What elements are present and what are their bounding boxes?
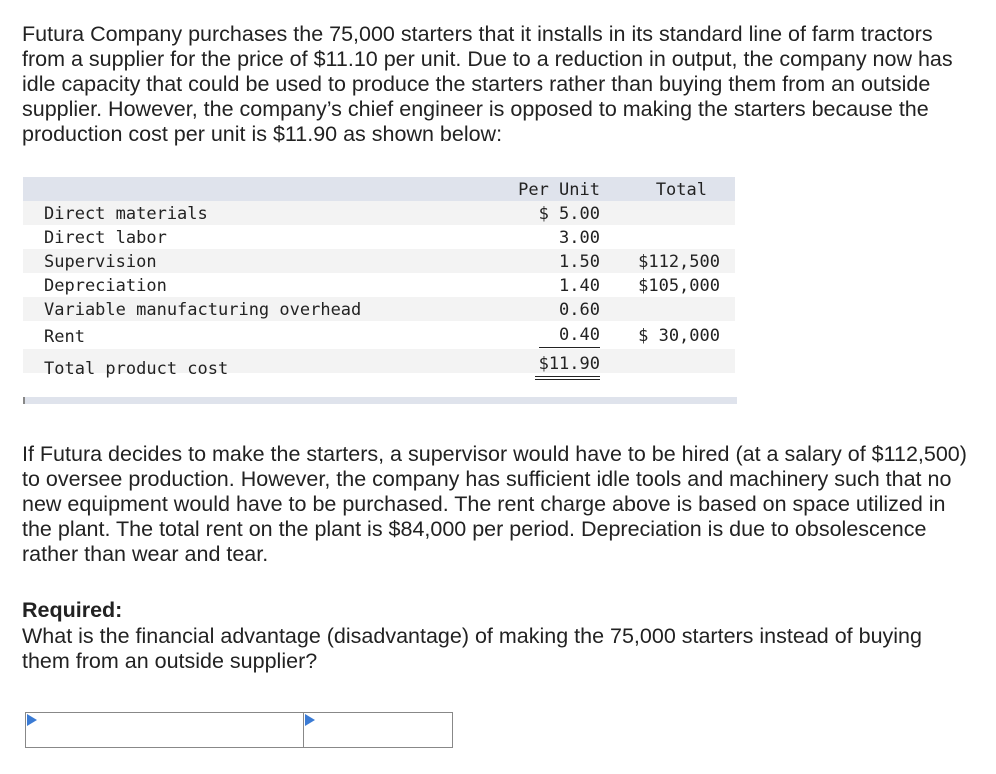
row-per-unit: $ 5.00 — [538, 204, 600, 224]
row-per-unit: 3.00 — [559, 228, 600, 248]
row-total: $ 30,000 — [638, 326, 720, 346]
row-label: Depreciation — [44, 276, 167, 296]
answer-row — [25, 712, 453, 748]
row-label: Supervision — [44, 252, 157, 272]
row-per-unit: 0.40 — [539, 323, 600, 348]
header-per-unit: Per Unit — [518, 180, 600, 200]
answer-label-dropdown[interactable] — [26, 713, 304, 747]
total-row-per-unit: $11.90 — [535, 352, 600, 380]
answer-amount-input[interactable] — [304, 713, 452, 747]
row-label: Direct materials — [44, 204, 208, 224]
row-total: $112,500 — [638, 252, 720, 272]
row-per-unit: 1.50 — [559, 252, 600, 272]
row-per-unit: 0.60 — [559, 300, 600, 320]
problem-followup: If Futura decides to make the starters, a supervisor would have to be hired (at a salary of $112,500) to oversee production. However, the company has sufficient idle tools and machinery such that no new equipment would have to be purchased. The rent charge above is based on space utilized in the plant. The total rent on the plant is $84,000 per period. Depreciation is due to obsolescence rather than wear and tear. — [22, 442, 967, 566]
table-header-band — [23, 177, 735, 201]
required-label: Required: — [22, 598, 123, 622]
header-total: Total — [655, 180, 707, 200]
row-total: $105,000 — [638, 276, 720, 296]
total-row-label: Total product cost — [44, 359, 229, 379]
dropdown-arrow-icon — [27, 714, 37, 726]
row-per-unit: 1.40 — [559, 276, 600, 296]
problem-intro: Futura Company purchases the 75,000 starters that it installs in its standard line of farm tractors from a supplier for the price of $11.10 per unit. Due to a reduction in output, the company now has idle capacity that could be used to produce the starters rather than buying them from an outside supplier. However, the company’s chief engineer is opposed to making the starters because the production cost per unit is $11.90 as shown below: — [22, 22, 953, 146]
required-question: What is the financial advantage (disadvantage) of making the 75,000 starters instead of buying them from an outside supplier? — [22, 624, 922, 673]
dropdown-arrow-icon — [305, 714, 315, 726]
row-label: Rent — [44, 327, 85, 347]
cost-table — [23, 177, 735, 407]
row-label: Direct labor — [44, 228, 167, 248]
row-label: Variable manufacturing overhead — [44, 300, 362, 320]
table-bottom-rule — [23, 397, 737, 404]
